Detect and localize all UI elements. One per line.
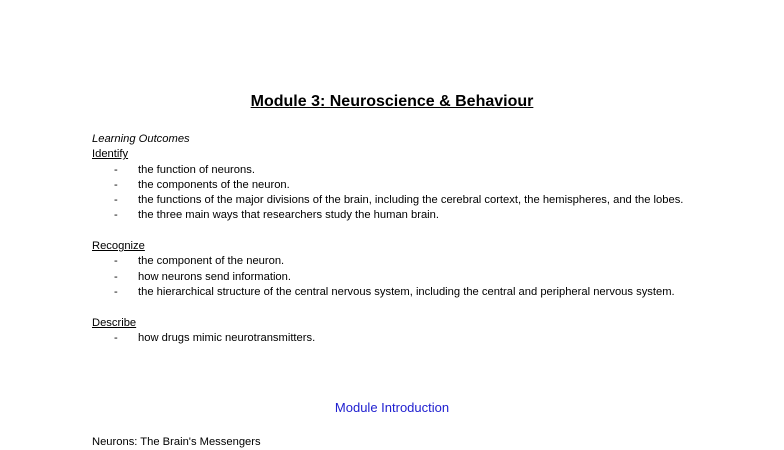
list-item bbox=[92, 178, 732, 193]
learning-outcomes-label: Learning Outcomes bbox=[92, 133, 190, 145]
dash-bullet: - bbox=[114, 163, 118, 176]
list-item-text: how neurons send information. bbox=[138, 270, 291, 283]
dash-bullet: - bbox=[114, 194, 118, 207]
list-item bbox=[92, 270, 732, 285]
dash-bullet: - bbox=[114, 285, 118, 298]
list-item-text: the functions of the major divisions of the brain, including the cerebral cortext, the hemispheres, and the lobes. bbox=[138, 194, 684, 207]
dash-bullet: - bbox=[114, 178, 118, 191]
dash-bullet: - bbox=[114, 331, 118, 344]
describe-list bbox=[92, 331, 732, 346]
dash-bullet: - bbox=[114, 209, 118, 222]
section-heading-describe: Describe bbox=[92, 316, 137, 329]
list-item bbox=[92, 163, 732, 178]
learning-outcomes bbox=[92, 132, 732, 346]
page-title: Module 3: Neuroscience & Behaviour bbox=[250, 93, 534, 110]
section-heading-recognize: Recognize bbox=[92, 240, 145, 253]
list-item bbox=[92, 208, 732, 223]
list-item-text: the components of the neuron. bbox=[138, 178, 290, 191]
dash-bullet: - bbox=[114, 255, 118, 268]
next-section-heading-cutoff: Neurons: The Brain's Messengers bbox=[92, 436, 261, 448]
list-item-text: the function of neurons. bbox=[138, 163, 255, 176]
section-heading-identify: Identify bbox=[92, 148, 129, 161]
list-item-text: the three main ways that researchers study the human brain. bbox=[138, 209, 439, 222]
dash-bullet: - bbox=[114, 270, 118, 283]
module-introduction-label[interactable]: Module Introduction bbox=[334, 400, 450, 415]
list-item bbox=[92, 331, 732, 346]
recognize-list bbox=[92, 254, 732, 300]
list-item bbox=[92, 193, 732, 208]
list-item bbox=[92, 254, 732, 269]
section-spacer bbox=[92, 224, 732, 239]
section-spacer bbox=[92, 300, 732, 315]
list-item bbox=[92, 285, 732, 300]
identify-list bbox=[92, 163, 732, 224]
module-introduction-link[interactable] bbox=[0, 399, 784, 417]
list-item-text: the hierarchical structure of the central nervous system, including the central and peripheral nervous system. bbox=[138, 285, 675, 298]
list-item-text: the component of the neuron. bbox=[138, 255, 285, 268]
list-item-text: how drugs mimic neurotransmitters. bbox=[138, 331, 316, 344]
